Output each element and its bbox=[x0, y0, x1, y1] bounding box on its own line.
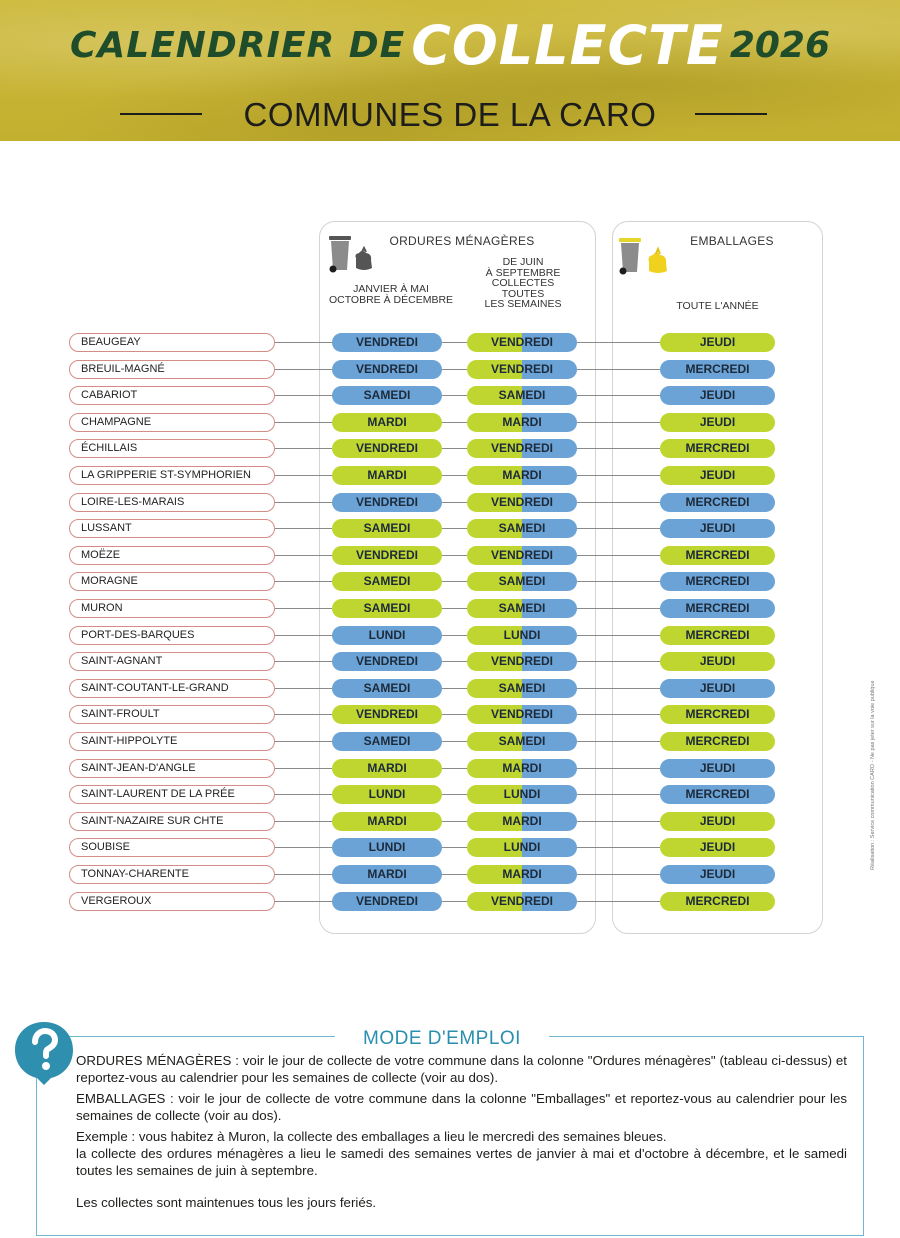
row-connector-line bbox=[442, 714, 467, 715]
row-connector-line bbox=[275, 555, 332, 556]
row-connector-line bbox=[275, 475, 332, 476]
row-connector-line bbox=[577, 448, 660, 449]
ordures-period2-line2: À SEPTEMBRE bbox=[485, 266, 561, 279]
page-subtitle: COMMUNES DE LA CARO bbox=[243, 96, 657, 133]
commune-name: LUSSANT bbox=[69, 519, 275, 538]
ordures-day-pill: LUNDI bbox=[332, 838, 442, 857]
ordures-period1-line2: OCTOBRE À DÉCEMBRE bbox=[328, 293, 454, 306]
credit-text: Réalisation : Service communication CARO - Ne pas jeter sur la voie publique bbox=[870, 680, 876, 870]
emballages-day-pill: JEUDI bbox=[660, 865, 775, 884]
ordures-day-pill: MARDI bbox=[332, 759, 442, 778]
emballages-day-pill: JEUDI bbox=[660, 333, 775, 352]
commune-name: MORAGNE bbox=[69, 572, 275, 591]
commune-name: SAINT-JEAN-D'ANGLE bbox=[69, 759, 275, 778]
commune-name: CHAMPAGNE bbox=[69, 413, 275, 432]
row-connector-line bbox=[275, 581, 332, 582]
ordures-summer-day-pill: VENDREDI bbox=[467, 652, 577, 671]
ordures-day-pill: VENDREDI bbox=[332, 652, 442, 671]
mode-emploi-example-2: la collecte des ordures ménagères a lieu le samedi des semaines vertes de janvier à mai et d'octobre à décembre, et le samedi toutes les semaines de juin à septembre. bbox=[76, 1146, 847, 1178]
ordures-day-pill: MARDI bbox=[332, 865, 442, 884]
emballages-day-pill: JEUDI bbox=[660, 652, 775, 671]
ordures-summer-day-pill: LUNDI bbox=[467, 785, 577, 804]
page-title bbox=[0, 14, 900, 77]
commune-name: SAINT-COUTANT-LE-GRAND bbox=[69, 679, 275, 698]
emballages-day-pill: MERCREDI bbox=[660, 360, 775, 379]
ordures-day-pill: VENDREDI bbox=[332, 360, 442, 379]
row-connector-line bbox=[275, 342, 332, 343]
commune-name: ÉCHILLAIS bbox=[69, 439, 275, 458]
question-mark-icon bbox=[13, 1020, 75, 1086]
ordures-day-pill: VENDREDI bbox=[332, 546, 442, 565]
emballages-column-title: EMBALLAGES bbox=[690, 234, 774, 248]
row-connector-line bbox=[442, 422, 467, 423]
emballages-day-pill: MERCREDI bbox=[660, 546, 775, 565]
ordures-day-pill: MARDI bbox=[332, 413, 442, 432]
emballages-day-pill: MERCREDI bbox=[660, 493, 775, 512]
ordures-day-pill: SAMEDI bbox=[332, 679, 442, 698]
row-connector-line bbox=[275, 422, 332, 423]
row-connector-line bbox=[275, 741, 332, 742]
ordures-day-pill: LUNDI bbox=[332, 626, 442, 645]
row-connector-line bbox=[442, 502, 467, 503]
row-connector-line bbox=[577, 661, 660, 662]
row-connector-line bbox=[577, 528, 660, 529]
row-connector-line bbox=[275, 874, 332, 875]
row-connector-line bbox=[577, 874, 660, 875]
ordures-period2 bbox=[472, 257, 574, 310]
ordures-period2-line1: DE JUIN bbox=[502, 256, 544, 268]
ordures-summer-day-pill: SAMEDI bbox=[467, 599, 577, 618]
row-connector-line bbox=[442, 901, 467, 902]
row-connector-line bbox=[275, 821, 332, 822]
emballages-day-pill: JEUDI bbox=[660, 413, 775, 432]
trash-bin-icon bbox=[326, 236, 376, 274]
emballages-day-pill: JEUDI bbox=[660, 838, 775, 857]
emballages-day-pill: MERCREDI bbox=[660, 572, 775, 591]
ordures-day-pill: VENDREDI bbox=[332, 333, 442, 352]
emballages-day-pill: MERCREDI bbox=[660, 439, 775, 458]
row-connector-line bbox=[275, 395, 332, 396]
ordures-day-pill: VENDREDI bbox=[332, 705, 442, 724]
ordures-summer-day-pill: VENDREDI bbox=[467, 493, 577, 512]
row-connector-line bbox=[577, 342, 660, 343]
row-connector-line bbox=[442, 874, 467, 875]
ordures-period2-line5: LES SEMAINES bbox=[484, 298, 562, 310]
commune-name: SOUBISE bbox=[69, 838, 275, 857]
mode-emploi-title: MODE D'EMPLOI bbox=[335, 1028, 549, 1050]
commune-name: VERGEROUX bbox=[69, 892, 275, 911]
ordures-summer-day-pill: MARDI bbox=[467, 812, 577, 831]
ordures-summer-day-pill: VENDREDI bbox=[467, 439, 577, 458]
recycling-bin-icon bbox=[617, 238, 673, 276]
row-connector-line bbox=[275, 661, 332, 662]
row-connector-line bbox=[577, 635, 660, 636]
title-year: 2026 bbox=[729, 25, 831, 66]
row-connector-line bbox=[442, 475, 467, 476]
ordures-day-pill: VENDREDI bbox=[332, 439, 442, 458]
row-connector-line bbox=[577, 422, 660, 423]
row-connector-line bbox=[577, 768, 660, 769]
ordures-period1-line1: JANVIER À MAI bbox=[353, 283, 429, 295]
ordures-day-pill: SAMEDI bbox=[332, 572, 442, 591]
emballages-day-pill: JEUDI bbox=[660, 812, 775, 831]
ordures-day-pill: SAMEDI bbox=[332, 519, 442, 538]
emballages-day-pill: JEUDI bbox=[660, 519, 775, 538]
ordures-summer-day-pill: MARDI bbox=[467, 865, 577, 884]
ordures-day-pill: VENDREDI bbox=[332, 892, 442, 911]
ordures-summer-day-pill: LUNDI bbox=[467, 626, 577, 645]
row-connector-line bbox=[442, 581, 467, 582]
ordures-day-pill: SAMEDI bbox=[332, 386, 442, 405]
ordures-summer-day-pill: SAMEDI bbox=[467, 519, 577, 538]
row-connector-line bbox=[577, 608, 660, 609]
ordures-summer-day-pill: MARDI bbox=[467, 413, 577, 432]
row-connector-line bbox=[275, 688, 332, 689]
ordures-summer-day-pill: VENDREDI bbox=[467, 360, 577, 379]
row-connector-line bbox=[442, 741, 467, 742]
commune-name: LOIRE-LES-MARAIS bbox=[69, 493, 275, 512]
row-connector-line bbox=[275, 635, 332, 636]
row-connector-line bbox=[275, 448, 332, 449]
row-connector-line bbox=[442, 608, 467, 609]
row-connector-line bbox=[577, 794, 660, 795]
ordures-summer-day-pill: VENDREDI bbox=[467, 892, 577, 911]
emballages-period: TOUTE L'ANNÉE bbox=[676, 300, 759, 312]
commune-name: TONNAY-CHARENTE bbox=[69, 865, 275, 884]
title-part1: CALENDRIER DE bbox=[69, 25, 406, 66]
emballages-day-pill: JEUDI bbox=[660, 386, 775, 405]
row-connector-line bbox=[275, 714, 332, 715]
subtitle-rule-right bbox=[695, 113, 767, 115]
row-connector-line bbox=[442, 768, 467, 769]
row-connector-line bbox=[275, 502, 332, 503]
commune-name: BEAUGEAY bbox=[69, 333, 275, 352]
row-connector-line bbox=[442, 794, 467, 795]
mode-emploi-feries: Les collectes sont maintenues tous les jours feriés. bbox=[76, 1195, 377, 1210]
row-connector-line bbox=[577, 581, 660, 582]
commune-name: SAINT-NAZAIRE SUR CHTE bbox=[69, 812, 275, 831]
ordures-day-pill: MARDI bbox=[332, 812, 442, 831]
row-connector-line bbox=[442, 448, 467, 449]
emballages-day-pill: MERCREDI bbox=[660, 892, 775, 911]
row-connector-line bbox=[442, 342, 467, 343]
ordures-period2-line4: TOUTES bbox=[501, 287, 545, 300]
title-part2: COLLECTE bbox=[411, 14, 724, 77]
row-connector-line bbox=[577, 901, 660, 902]
row-connector-line bbox=[275, 847, 332, 848]
header-banner bbox=[0, 0, 900, 141]
ordures-summer-day-pill: MARDI bbox=[467, 759, 577, 778]
ordures-day-pill: MARDI bbox=[332, 466, 442, 485]
commune-name: SAINT-AGNANT bbox=[69, 652, 275, 671]
commune-name: CABARIOT bbox=[69, 386, 275, 405]
commune-name: LA GRIPPERIE ST-SYMPHORIEN bbox=[69, 466, 275, 485]
emballages-day-pill: JEUDI bbox=[660, 466, 775, 485]
row-connector-line bbox=[577, 688, 660, 689]
emballages-day-pill: JEUDI bbox=[660, 759, 775, 778]
row-connector-line bbox=[275, 528, 332, 529]
row-connector-line bbox=[275, 369, 332, 370]
commune-name: SAINT-LAURENT DE LA PRÉE bbox=[69, 785, 275, 804]
emballages-day-pill: MERCREDI bbox=[660, 626, 775, 645]
ordures-summer-day-pill: SAMEDI bbox=[467, 679, 577, 698]
row-connector-line bbox=[577, 847, 660, 848]
commune-name: SAINT-HIPPOLYTE bbox=[69, 732, 275, 751]
row-connector-line bbox=[442, 821, 467, 822]
mode-emploi-example-1: Exemple : vous habitez à Muron, la collecte des emballages a lieu le mercredi des semaines bleues. bbox=[76, 1129, 667, 1144]
ordures-column-title: ORDURES MÉNAGÈRES bbox=[389, 234, 535, 248]
row-connector-line bbox=[275, 768, 332, 769]
commune-name: SAINT-FROULT bbox=[69, 705, 275, 724]
row-connector-line bbox=[442, 661, 467, 662]
emballages-day-pill: MERCREDI bbox=[660, 732, 775, 751]
mode-emploi-ordures: ORDURES MÉNAGÈRES : voir le jour de collecte de votre commune dans la colonne "Ordures ménagères" (tableau ci-dessus) et reportez-vous au calendrier pour les semaines de collecte (voir au dos). bbox=[76, 1053, 847, 1085]
ordures-day-pill: VENDREDI bbox=[332, 493, 442, 512]
row-connector-line bbox=[577, 555, 660, 556]
ordures-summer-day-pill: SAMEDI bbox=[467, 732, 577, 751]
commune-name: PORT-DES-BARQUES bbox=[69, 626, 275, 645]
emballages-day-pill: JEUDI bbox=[660, 679, 775, 698]
mode-emploi-emballages: EMBALLAGES : voir le jour de collecte de votre commune dans la colonne "Emballages" et reportez-vous au calendrier pour les semaines de collecte (voir au dos). bbox=[76, 1091, 847, 1123]
ordures-summer-day-pill: SAMEDI bbox=[467, 572, 577, 591]
row-connector-line bbox=[442, 635, 467, 636]
row-connector-line bbox=[275, 608, 332, 609]
commune-name: MURON bbox=[69, 599, 275, 618]
row-connector-line bbox=[275, 794, 332, 795]
row-connector-line bbox=[442, 395, 467, 396]
ordures-day-pill: SAMEDI bbox=[332, 732, 442, 751]
row-connector-line bbox=[275, 901, 332, 902]
emballages-day-pill: MERCREDI bbox=[660, 785, 775, 804]
row-connector-line bbox=[577, 475, 660, 476]
ordures-day-pill: LUNDI bbox=[332, 785, 442, 804]
ordures-summer-day-pill: VENDREDI bbox=[467, 705, 577, 724]
emballages-day-pill: MERCREDI bbox=[660, 599, 775, 618]
row-connector-line bbox=[442, 688, 467, 689]
ordures-summer-day-pill: SAMEDI bbox=[467, 386, 577, 405]
row-connector-line bbox=[577, 502, 660, 503]
ordures-summer-day-pill: VENDREDI bbox=[467, 333, 577, 352]
row-connector-line bbox=[442, 555, 467, 556]
ordures-summer-day-pill: LUNDI bbox=[467, 838, 577, 857]
commune-name: MOËZE bbox=[69, 546, 275, 565]
commune-name: BREUIL-MAGNÉ bbox=[69, 360, 275, 379]
row-connector-line bbox=[577, 369, 660, 370]
row-connector-line bbox=[442, 528, 467, 529]
row-connector-line bbox=[577, 821, 660, 822]
ordures-period1 bbox=[326, 284, 456, 305]
row-connector-line bbox=[577, 714, 660, 715]
row-connector-line bbox=[577, 395, 660, 396]
row-connector-line bbox=[442, 369, 467, 370]
ordures-day-pill: SAMEDI bbox=[332, 599, 442, 618]
ordures-summer-day-pill: VENDREDI bbox=[467, 546, 577, 565]
emballages-day-pill: MERCREDI bbox=[660, 705, 775, 724]
row-connector-line bbox=[442, 847, 467, 848]
ordures-summer-day-pill: MARDI bbox=[467, 466, 577, 485]
row-connector-line bbox=[577, 741, 660, 742]
ordures-period2-line3: COLLECTES bbox=[491, 277, 555, 289]
